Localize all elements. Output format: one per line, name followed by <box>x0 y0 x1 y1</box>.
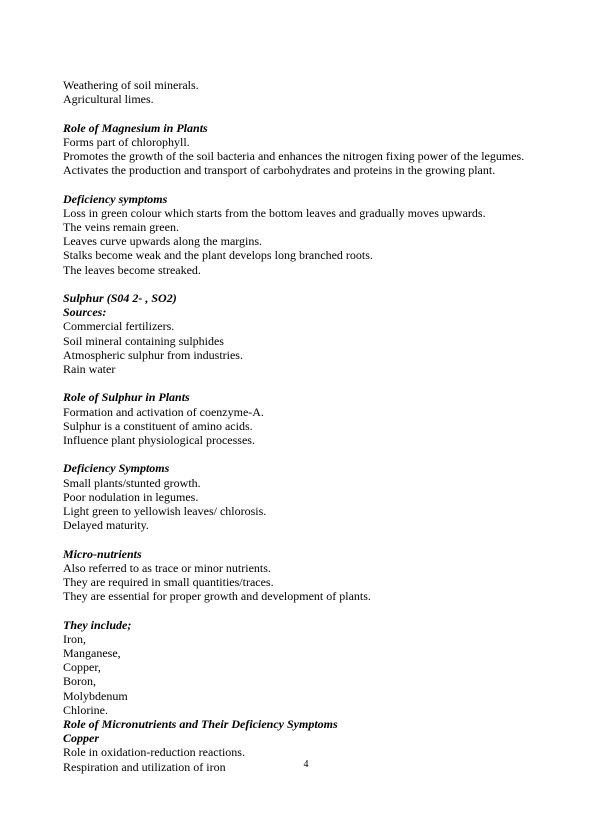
text-line: Boron, <box>63 674 96 689</box>
text-line: Promotes the growth of the soil bacteria and enhances the nitrogen fixing power of the legumes. <box>63 149 525 163</box>
page-number: 4 <box>303 759 309 770</box>
section-heading: Copper <box>63 731 99 746</box>
blank-line <box>63 447 572 461</box>
text-line: Role in oxidation-reduction reactions. <box>63 745 245 760</box>
blank-line <box>63 532 572 546</box>
text-line: Soil mineral containing sulphides <box>63 333 224 348</box>
text-line: Loss in green colour which starts from the bottom leaves and gradually moves upwards. <box>63 205 486 220</box>
section-heading: Deficiency symptoms <box>63 191 168 206</box>
text-line: Atmospheric sulphur from industries. <box>63 347 243 362</box>
section-heading: Role of Magnesium in Plants <box>63 120 208 135</box>
section-heading: Sulphur (S04 2- , SO2) <box>63 291 177 305</box>
text-line: Forms part of chlorophyll. <box>63 134 190 149</box>
text-line: Agricultural limes. <box>63 92 154 107</box>
text-line: The veins remain green. <box>63 220 179 234</box>
text-line: Manganese, <box>63 646 121 661</box>
section-heading: Deficiency Symptoms <box>63 461 170 476</box>
blank-line <box>63 277 572 291</box>
text-line: Respiration and utilization of iron <box>63 759 226 774</box>
text-line: Weathering of soil minerals. <box>63 78 199 92</box>
text-line: Poor nodulation in legumes. <box>63 489 199 504</box>
text-line: Copper, <box>63 660 101 675</box>
text-line: Iron, <box>63 631 86 646</box>
text-line: They are required in small quantities/traces. <box>63 575 274 590</box>
blank-line <box>63 376 572 390</box>
text-line: Light green to yellowish leaves/ chlorosis. <box>63 504 267 519</box>
blank-line <box>63 603 572 617</box>
text-line: Commercial fertilizers. <box>63 319 175 334</box>
section-heading: Sources: <box>63 305 107 320</box>
text-line: They are essential for proper growth and development of plants. <box>63 589 371 604</box>
text-line: The leaves become streaked. <box>63 262 201 277</box>
text-line: Molybdenum <box>63 688 128 703</box>
blank-line <box>63 106 572 120</box>
text-line: Influence plant physiological processes. <box>63 433 255 448</box>
section-heading: Micro-nutrients <box>63 546 142 561</box>
text-line: Chlorine. <box>63 702 108 717</box>
section-heading: Role of Sulphur in Plants <box>63 390 190 405</box>
document-body <box>63 78 572 774</box>
text-line: Formation and activation of coenzyme-A. <box>63 404 264 419</box>
text-line: Also referred to as trace or minor nutrients. <box>63 560 271 575</box>
blank-line <box>63 177 572 191</box>
text-line: Activates the production and transport of carbohydrates and proteins in the growing plant. <box>63 163 496 178</box>
text-line: Stalks become weak and the plant develops long branched roots. <box>63 248 373 263</box>
text-line: Rain water <box>63 362 116 377</box>
text-line: Delayed maturity. <box>63 518 149 533</box>
text-line: Sulphur is a constituent of amino acids. <box>63 418 253 433</box>
text-line: Small plants/stunted growth. <box>63 475 201 490</box>
section-heading: They include; <box>63 617 132 632</box>
text-line: Leaves curve upwards along the margins. <box>63 234 263 249</box>
section-heading: Role of Micronutrients and Their Deficiency Symptoms <box>63 717 338 732</box>
